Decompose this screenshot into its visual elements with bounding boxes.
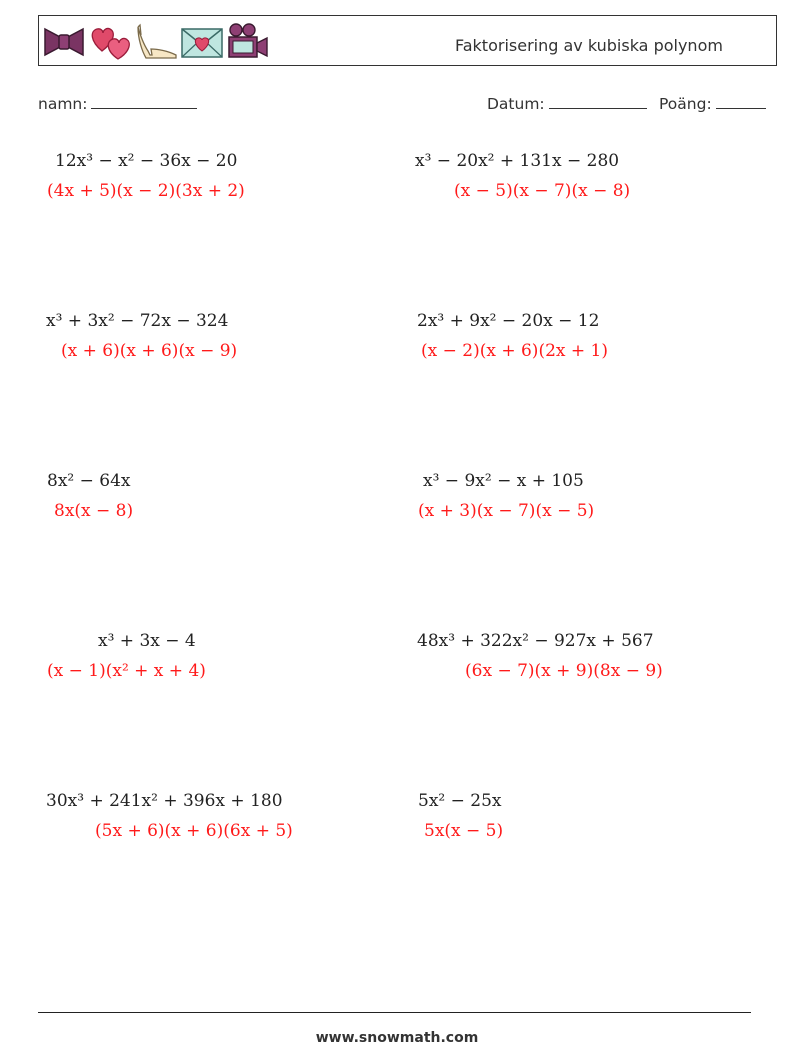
problem-7-answer: (x − 1)(x² + x + 4) [47, 661, 206, 681]
problem-5-answer: 8x(x − 8) [54, 501, 134, 521]
worksheet-title: Faktorisering av kubiska polynom [455, 36, 723, 55]
score-label: Poäng: [659, 95, 712, 113]
problem-9-answer: (5x + 6)(x + 6)(6x + 5) [95, 821, 293, 841]
problem-3-answer: (x + 6)(x + 6)(x − 9) [61, 341, 238, 361]
date-label: Datum: [487, 95, 545, 113]
movie-camera-icon [226, 21, 270, 61]
problem-3-question: x³ + 3x² − 72x − 324 [46, 311, 229, 331]
footer-url[interactable]: www.snowmath.com [315, 1030, 479, 1046]
problem-5-question: 8x² − 64x [47, 471, 131, 491]
problem-10-question: 5x² − 25x [418, 791, 502, 811]
bow-tie-icon [42, 21, 86, 61]
problem-1-answer: (4x + 5)(x − 2)(3x + 2) [47, 181, 245, 201]
high-heel-icon [134, 21, 178, 61]
score-field[interactable] [659, 94, 766, 113]
problem-7-question: x³ + 3x − 4 [98, 631, 196, 651]
problem-1-question: 12x³ − x² − 36x − 20 [55, 151, 238, 171]
footer-divider [38, 1012, 751, 1013]
hearts-icon [88, 21, 132, 61]
header-box [38, 15, 777, 66]
problem-6-question: x³ − 9x² − x + 105 [423, 471, 584, 491]
problem-4-question: 2x³ + 9x² − 20x − 12 [417, 311, 600, 331]
name-blank[interactable] [91, 94, 197, 109]
date-blank[interactable] [549, 94, 647, 109]
problem-2-question: x³ − 20x² + 131x − 280 [415, 151, 620, 171]
problem-6-answer: (x + 3)(x − 7)(x − 5) [418, 501, 595, 521]
problem-2-answer: (x − 5)(x − 7)(x − 8) [454, 181, 631, 201]
problem-8-answer: (6x − 7)(x + 9)(8x − 9) [465, 661, 663, 681]
problem-4-answer: (x − 2)(x + 6)(2x + 1) [421, 341, 608, 361]
problem-8-question: 48x³ + 322x² − 927x + 567 [417, 631, 654, 651]
problem-10-answer: 5x(x − 5) [424, 821, 504, 841]
score-blank[interactable] [716, 94, 766, 109]
love-letter-icon [180, 21, 224, 61]
date-field[interactable] [487, 94, 647, 113]
name-field[interactable] [38, 94, 197, 113]
name-label: namn: [38, 95, 88, 113]
problem-9-question: 30x³ + 241x² + 396x + 180 [46, 791, 283, 811]
